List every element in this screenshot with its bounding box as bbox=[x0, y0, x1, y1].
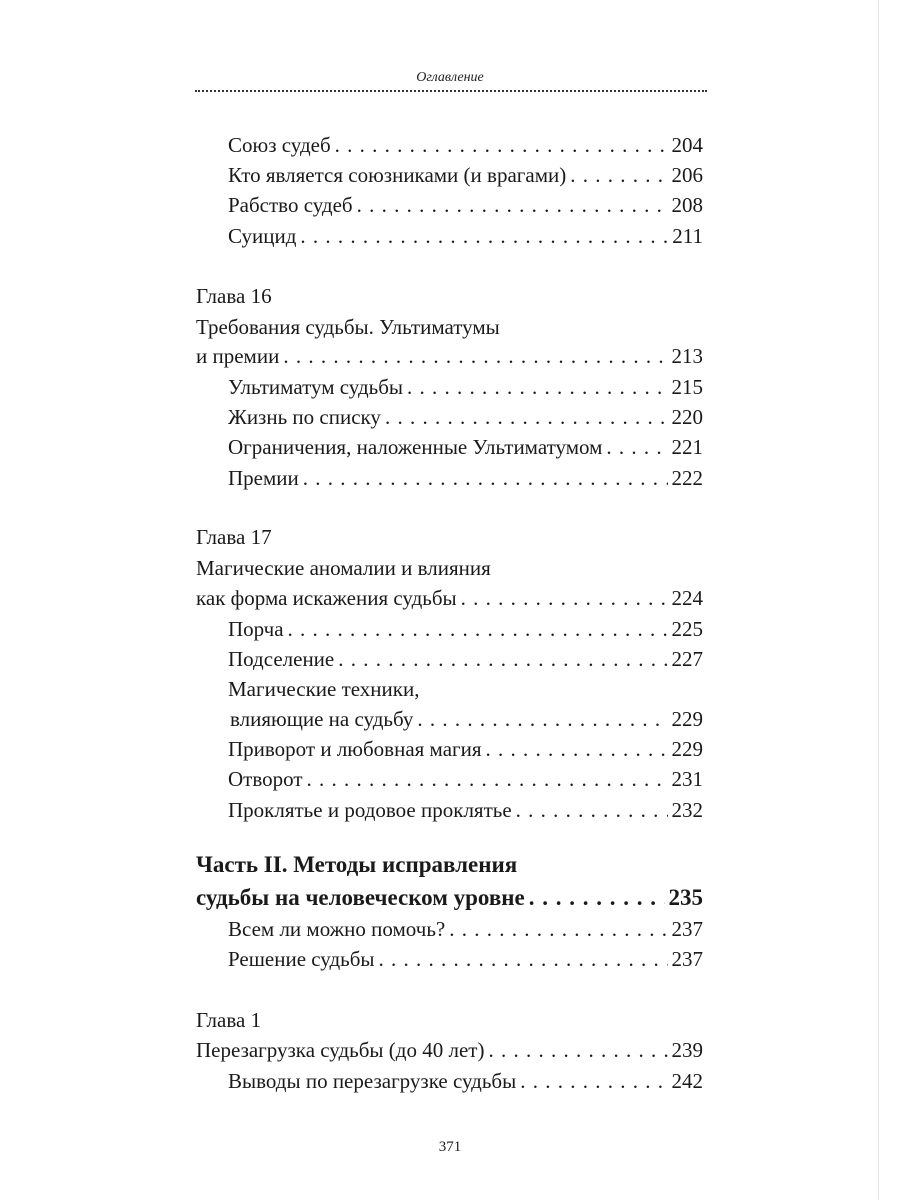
toc-entry-page: 232 bbox=[671, 798, 703, 822]
chapter-page: 224 bbox=[671, 586, 703, 610]
toc-entry-page: 208 bbox=[671, 193, 703, 217]
page-number: 371 bbox=[438, 1139, 462, 1155]
dot-leader bbox=[303, 463, 668, 493]
toc-entry[interactable] bbox=[228, 463, 703, 493]
toc-entry-page: 206 bbox=[671, 163, 703, 187]
part-title-line: судьбы на человеческом уровне bbox=[196, 885, 525, 910]
toc-entry-title: Суицид bbox=[228, 224, 297, 248]
dot-leader bbox=[570, 160, 667, 190]
toc-entry[interactable] bbox=[228, 432, 703, 462]
toc-entry-page: 229 bbox=[671, 737, 703, 761]
toc-entry-title: Ультиматум судьбы bbox=[228, 375, 404, 399]
dot-leader bbox=[407, 372, 667, 402]
dot-leader bbox=[520, 1066, 667, 1096]
chapter-entry[interactable] bbox=[196, 341, 703, 371]
toc-entry-title: Приворот и любовная магия bbox=[228, 737, 482, 761]
toc-entry[interactable] bbox=[228, 734, 703, 764]
toc-entry-title: Союз судеб bbox=[228, 133, 331, 157]
dot-leader bbox=[529, 883, 665, 913]
dot-leader bbox=[486, 734, 668, 764]
toc-entry-title: Отворот bbox=[228, 767, 303, 791]
dot-leader bbox=[335, 130, 668, 160]
toc-entry[interactable] bbox=[228, 221, 703, 251]
toc-entry-page: 237 bbox=[671, 947, 703, 971]
chapter-title-line: как форма искажения судьбы bbox=[196, 586, 457, 610]
toc-entry-page: 215 bbox=[671, 375, 703, 399]
dot-leader bbox=[283, 341, 667, 371]
chapter-title-line: Магические аномалии и влияния bbox=[196, 556, 491, 580]
dot-leader bbox=[379, 944, 668, 974]
toc-entry-title: Кто является союзниками (и врагами) bbox=[228, 163, 567, 187]
toc-entry-page: 231 bbox=[671, 767, 703, 791]
toc-entry[interactable] bbox=[228, 402, 703, 432]
toc-entry[interactable] bbox=[228, 764, 703, 794]
dot-leader bbox=[606, 432, 667, 462]
part-page: 235 bbox=[668, 885, 703, 910]
toc-entry-page: 211 bbox=[672, 224, 703, 248]
chapter-title-line: Требования судьбы. Ультиматумы bbox=[196, 315, 500, 339]
toc-entry[interactable] bbox=[228, 190, 703, 220]
running-head: Оглавление bbox=[416, 70, 484, 85]
toc-entry-title: Ограничения, наложенные Ультиматумом bbox=[228, 435, 603, 459]
toc-entry-page: 229 bbox=[671, 707, 703, 731]
toc-entry[interactable] bbox=[228, 372, 703, 402]
dot-leader bbox=[307, 764, 668, 794]
toc-entry[interactable] bbox=[228, 644, 703, 674]
dot-leader bbox=[385, 402, 668, 432]
chapter-entry[interactable] bbox=[196, 1035, 703, 1065]
toc-entry[interactable] bbox=[228, 944, 703, 974]
toc-entry-title: Жизнь по списку bbox=[228, 405, 381, 429]
toc-entry-title: Выводы по перезагрузке судьбы bbox=[228, 1069, 517, 1093]
chapter-page: 213 bbox=[671, 344, 703, 368]
chapter-entry[interactable] bbox=[196, 583, 703, 613]
dot-leader bbox=[516, 795, 668, 825]
toc-entry-page: 237 bbox=[671, 917, 703, 941]
toc-entry[interactable] bbox=[228, 130, 703, 160]
chapter-label: Глава 17 bbox=[196, 525, 272, 549]
dot-leader bbox=[357, 190, 668, 220]
toc-entry-title-line: Магические техники, bbox=[228, 677, 420, 701]
dot-leader bbox=[300, 221, 668, 251]
toc-entry-title: Подселение bbox=[228, 647, 335, 671]
dot-leader bbox=[461, 583, 668, 613]
toc-entry-title: Премии bbox=[228, 466, 299, 490]
toc-entry-page: 225 bbox=[671, 617, 703, 641]
toc-entry-page: 227 bbox=[671, 647, 703, 671]
chapter-title-line: и премии bbox=[196, 344, 280, 368]
toc-entry-title: Решение судьбы bbox=[228, 947, 375, 971]
toc-entry-title: Всем ли можно помочь? bbox=[228, 917, 446, 941]
dot-leader bbox=[449, 914, 667, 944]
chapter-page: 239 bbox=[671, 1038, 703, 1062]
chapter-label: Глава 1 bbox=[196, 1008, 262, 1032]
toc-entry[interactable] bbox=[228, 160, 703, 190]
toc-entry-page: 220 bbox=[671, 405, 703, 429]
toc-entry[interactable] bbox=[230, 704, 703, 734]
dot-leader bbox=[338, 644, 667, 674]
dot-leader bbox=[417, 704, 667, 734]
toc-entry[interactable] bbox=[228, 914, 703, 944]
toc-entry[interactable] bbox=[228, 614, 703, 644]
toc-entry[interactable] bbox=[228, 795, 703, 825]
toc-entry-title: Проклятье и родовое проклятье bbox=[228, 798, 512, 822]
toc-entry-page: 242 bbox=[671, 1069, 703, 1093]
part-title-line: Часть II. Методы исправления bbox=[196, 852, 518, 877]
toc-entry-page: 204 bbox=[671, 133, 703, 157]
chapter-label: Глава 16 bbox=[196, 284, 272, 308]
toc-entry-title: Порча bbox=[228, 617, 284, 641]
toc-entry-page: 222 bbox=[671, 466, 703, 490]
dot-leader bbox=[488, 1035, 667, 1065]
toc-entry-page: 221 bbox=[671, 435, 703, 459]
toc-entry-title: влияющие на судьбу bbox=[230, 707, 414, 731]
dot-leader bbox=[288, 614, 668, 644]
chapter-title: Перезагрузка судьбы (до 40 лет) bbox=[196, 1038, 485, 1062]
toc-entry-title: Рабство судеб bbox=[228, 193, 353, 217]
toc-entry[interactable] bbox=[228, 1066, 703, 1096]
part-entry[interactable] bbox=[196, 883, 703, 913]
